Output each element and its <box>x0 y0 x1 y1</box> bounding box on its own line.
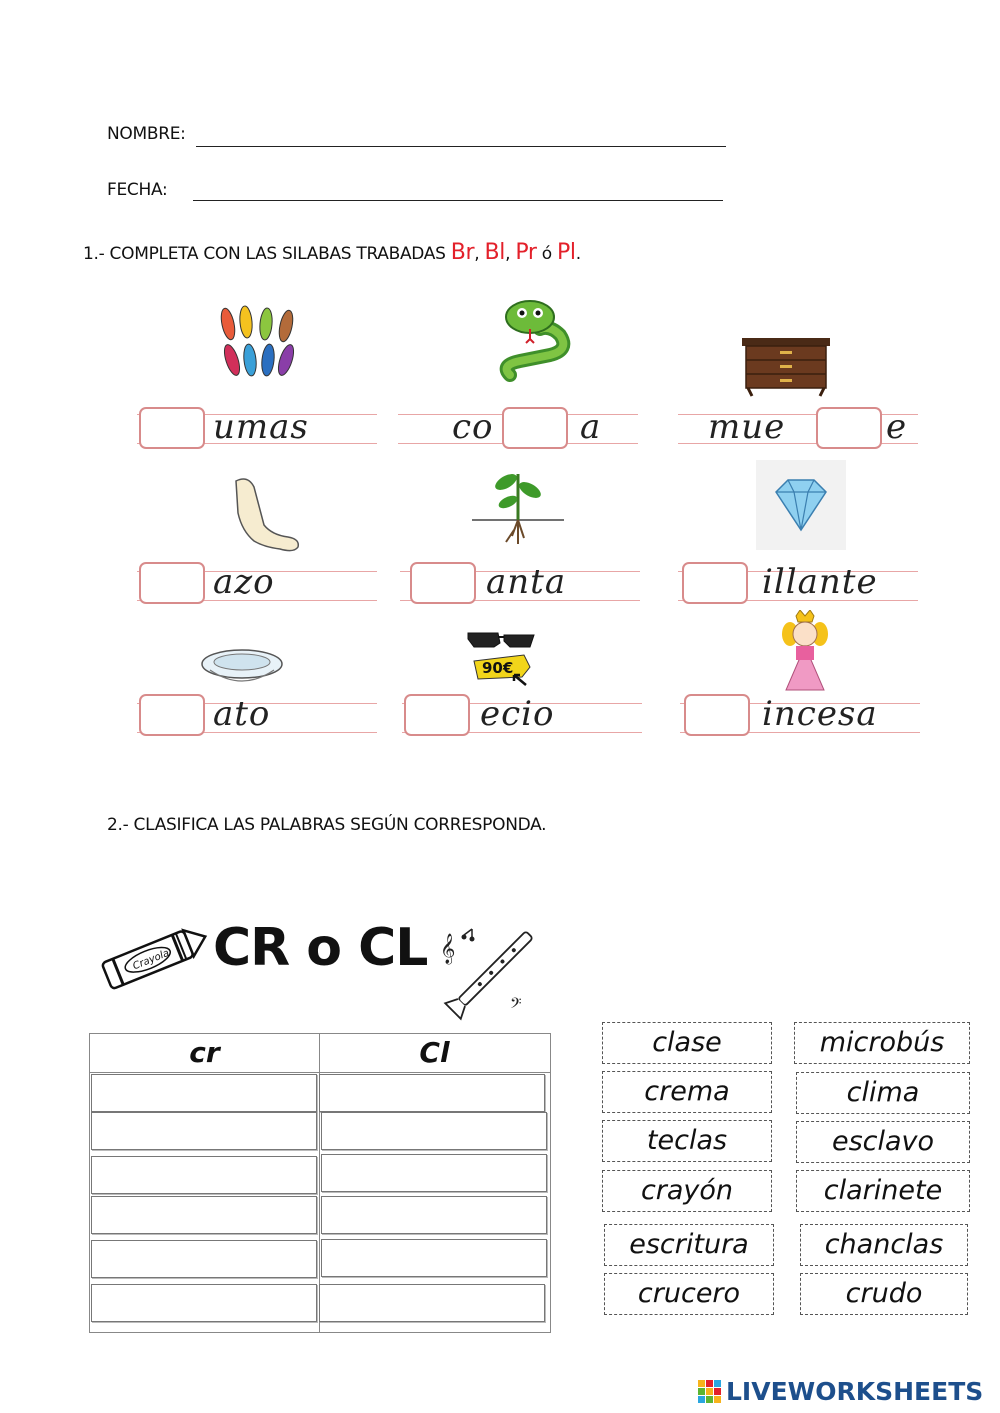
classification-table <box>89 1033 551 1333</box>
word-card-chanclas[interactable]: chanclas <box>800 1224 968 1266</box>
answer-box-9[interactable] <box>684 694 750 736</box>
cl-slot-2[interactable] <box>321 1112 547 1150</box>
plate-icon <box>200 644 284 690</box>
clarinet-icon <box>434 915 546 1025</box>
answer-box-4[interactable] <box>139 562 205 604</box>
crayon-icon <box>93 918 211 996</box>
svg-text:𝄢: 𝄢 <box>510 995 522 1016</box>
col-cl-header: Cl <box>319 1034 550 1073</box>
cr-slot-6[interactable] <box>91 1284 317 1322</box>
word-card-clase[interactable]: clase <box>602 1022 772 1064</box>
liveworksheets-logo-icon <box>698 1380 722 1404</box>
word-umas: umas <box>213 407 309 447</box>
cl-slot-3[interactable] <box>321 1154 547 1192</box>
or-text: ó <box>536 244 557 264</box>
date-input-line[interactable] <box>193 200 723 201</box>
cl-slot-6[interactable] <box>319 1284 545 1322</box>
row3-cell2 <box>402 694 642 744</box>
chest-of-drawers-icon <box>740 336 832 398</box>
word-card-teclas[interactable]: teclas <box>602 1120 772 1162</box>
cl-slot-1[interactable] <box>319 1074 545 1112</box>
feathers-icon <box>214 302 302 388</box>
syllable-pl: Pl <box>556 240 576 265</box>
svg-text:𝄞: 𝄞 <box>440 934 456 964</box>
date-label: FECHA: <box>107 180 168 200</box>
cr-slot-1[interactable] <box>91 1074 317 1112</box>
answer-box-5[interactable] <box>410 562 476 604</box>
word-anta: anta <box>486 562 567 602</box>
answer-box-1[interactable] <box>139 407 205 449</box>
answer-box-3[interactable] <box>816 407 882 449</box>
cr-slot-3[interactable] <box>91 1156 317 1194</box>
answer-box-7[interactable] <box>139 694 205 736</box>
name-label: NOMBRE: <box>107 124 186 144</box>
row3-cell3 <box>680 694 920 744</box>
word-co: co <box>452 407 494 447</box>
liveworksheets-brand[interactable]: LIVEWORKSHEETS <box>726 1377 984 1406</box>
row1-cell1 <box>137 405 377 455</box>
snake-icon <box>490 295 582 387</box>
row1-cell2 <box>398 405 638 455</box>
answer-box-2[interactable] <box>502 407 568 449</box>
row1-cell3 <box>678 405 918 455</box>
word-e: e <box>886 407 908 447</box>
name-input-line[interactable] <box>196 146 726 147</box>
arm-icon <box>228 473 304 557</box>
word-ecio: ecio <box>480 694 555 734</box>
word-incesa: incesa <box>762 694 878 734</box>
plant-icon <box>472 460 564 552</box>
cl-slot-4[interactable] <box>321 1196 547 1234</box>
price-tag-text: 90€ <box>482 659 514 677</box>
word-illante: illante <box>762 562 878 602</box>
princess-icon <box>776 610 834 694</box>
exercise1-prefix: 1.- COMPLETA CON LAS SILABAS TRABADAS <box>83 244 451 264</box>
cl-slot-5[interactable] <box>321 1239 547 1277</box>
cr-slot-2[interactable] <box>91 1112 317 1150</box>
word-card-crayon[interactable]: crayón <box>602 1170 772 1212</box>
glasses-price-tag-icon <box>464 625 540 691</box>
exercise1-title <box>83 240 581 265</box>
word-card-crema[interactable]: crema <box>602 1071 772 1113</box>
row2-cell1 <box>137 562 377 612</box>
syllable-bl: Bl <box>484 240 506 265</box>
row2-cell3 <box>678 562 918 612</box>
syllable-pr: Pr <box>515 240 537 265</box>
word-card-microbus[interactable]: microbús <box>794 1022 970 1064</box>
word-card-clima[interactable]: clima <box>796 1072 970 1114</box>
row2-cell2 <box>400 562 640 612</box>
word-card-crudo[interactable]: crudo <box>800 1273 968 1315</box>
word-card-escritura[interactable]: escritura <box>604 1224 774 1266</box>
cr-slot-4[interactable] <box>91 1196 317 1234</box>
word-azo: azo <box>213 562 275 602</box>
col-cr-header: cr <box>90 1034 319 1073</box>
word-card-clarinete[interactable]: clarinete <box>796 1170 970 1212</box>
answer-box-6[interactable] <box>682 562 748 604</box>
word-ato: ato <box>213 694 271 734</box>
word-card-esclavo[interactable]: esclavo <box>796 1121 970 1163</box>
cr-cl-banner: CR o CL <box>213 918 428 978</box>
period: . <box>575 244 581 264</box>
word-a: a <box>580 407 602 447</box>
comma-1: , <box>474 244 485 264</box>
diamond-icon <box>756 460 846 550</box>
row3-cell1 <box>137 694 377 744</box>
answer-box-8[interactable] <box>404 694 470 736</box>
crayon-label: Crayola <box>131 947 171 973</box>
word-card-crucero[interactable]: crucero <box>604 1273 774 1315</box>
syllable-br: Br <box>450 240 475 265</box>
cr-slot-5[interactable] <box>91 1240 317 1278</box>
word-mue: mue <box>708 407 786 447</box>
exercise2-title: 2.- CLASIFICA LAS PALABRAS SEGÚN CORRESPONDA. <box>107 815 547 835</box>
comma-2: , <box>505 244 516 264</box>
